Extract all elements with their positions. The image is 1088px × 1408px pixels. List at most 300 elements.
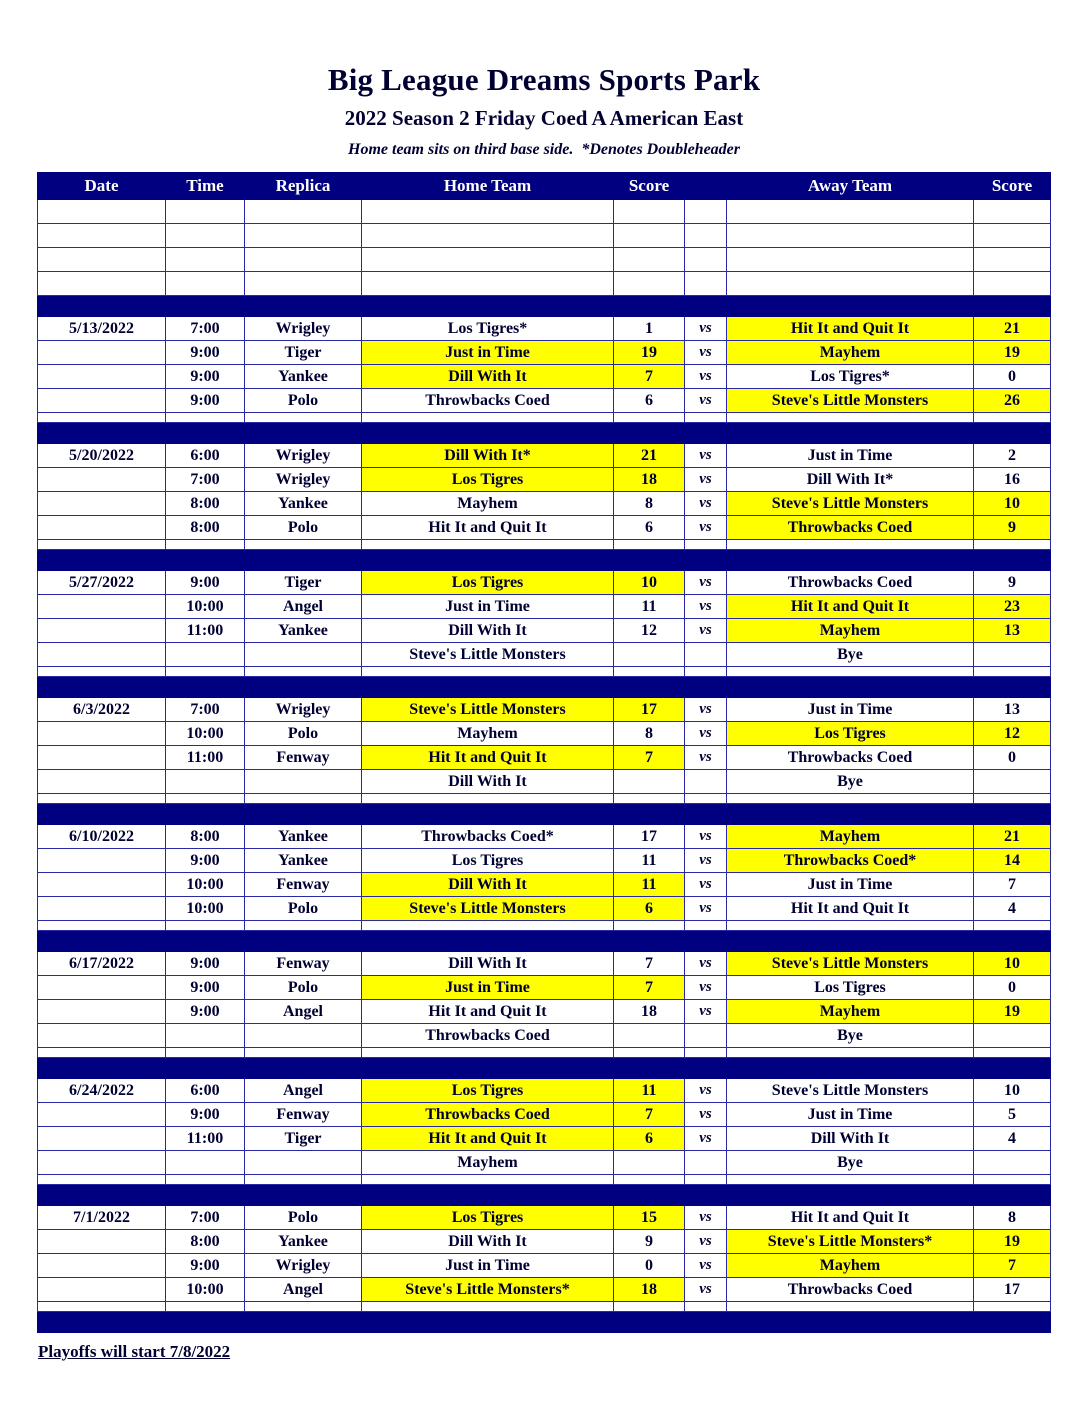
away-score-cell: 17 bbox=[974, 1278, 1051, 1302]
away-score-cell: 7 bbox=[974, 873, 1051, 897]
replica-cell: Yankee bbox=[245, 365, 362, 389]
spacer-row-cell bbox=[38, 1048, 166, 1058]
away-score-cell: 13 bbox=[974, 619, 1051, 643]
time-cell: 9:00 bbox=[166, 849, 245, 873]
away-team-cell: Steve's Little Monsters bbox=[727, 492, 974, 516]
home-team-cell: Los Tigres bbox=[362, 468, 614, 492]
week-separator-cell bbox=[38, 1058, 1051, 1079]
bye-row bbox=[38, 643, 1051, 667]
game-row bbox=[38, 1079, 1051, 1103]
replica-cell: Yankee bbox=[245, 1230, 362, 1254]
spacer-row-cell bbox=[685, 540, 727, 550]
empty-row-cell bbox=[614, 200, 685, 224]
time-cell: 8:00 bbox=[166, 516, 245, 540]
spacer-row-cell bbox=[614, 1048, 685, 1058]
date-cell: 6/10/2022 bbox=[38, 825, 166, 849]
empty-row-cell bbox=[614, 248, 685, 272]
home-score-cell: 8 bbox=[614, 722, 685, 746]
home-score-cell: 6 bbox=[614, 516, 685, 540]
empty-row-cell bbox=[685, 224, 727, 248]
spacer-row-cell bbox=[38, 413, 166, 423]
replica-cell: Angel bbox=[245, 1000, 362, 1024]
home-score-cell: 19 bbox=[614, 341, 685, 365]
game-row bbox=[38, 722, 1051, 746]
time-cell: 11:00 bbox=[166, 619, 245, 643]
empty-row bbox=[38, 200, 1051, 224]
vs-cell: vs bbox=[685, 1230, 727, 1254]
empty-row-cell bbox=[727, 224, 974, 248]
replica-cell: Angel bbox=[245, 1278, 362, 1302]
spacer-row-cell bbox=[727, 667, 974, 677]
spacer-row-cell bbox=[727, 794, 974, 804]
time-cell: 10:00 bbox=[166, 873, 245, 897]
schedule-table bbox=[37, 172, 1051, 1333]
vs-cell bbox=[685, 1151, 727, 1175]
home-team-cell: Los Tigres* bbox=[362, 317, 614, 341]
empty-row-cell bbox=[245, 224, 362, 248]
away-team-cell: Mayhem bbox=[727, 341, 974, 365]
spacer-row-cell bbox=[614, 667, 685, 677]
spacer-row-cell bbox=[245, 794, 362, 804]
spacer-row-cell bbox=[974, 794, 1051, 804]
home-team-cell: Hit It and Quit It bbox=[362, 1000, 614, 1024]
spacer-row-cell bbox=[245, 667, 362, 677]
spacer-row-cell bbox=[614, 794, 685, 804]
game-row bbox=[38, 317, 1051, 341]
week-separator-row bbox=[38, 550, 1051, 571]
replica-cell: Yankee bbox=[245, 492, 362, 516]
home-score-cell: 7 bbox=[614, 746, 685, 770]
date-cell bbox=[38, 1127, 166, 1151]
home-team-cell: Throwbacks Coed bbox=[362, 1103, 614, 1127]
vs-cell: vs bbox=[685, 1206, 727, 1230]
game-row bbox=[38, 698, 1051, 722]
spacer-row-cell bbox=[974, 413, 1051, 423]
away-score-cell bbox=[974, 1151, 1051, 1175]
game-row bbox=[38, 746, 1051, 770]
spacer-row-cell bbox=[166, 413, 245, 423]
replica-cell bbox=[245, 643, 362, 667]
empty-row-cell bbox=[166, 224, 245, 248]
spacer-row bbox=[38, 1048, 1051, 1058]
spacer-row-cell bbox=[245, 1302, 362, 1312]
replica-cell: Angel bbox=[245, 595, 362, 619]
away-team-cell: Los Tigres* bbox=[727, 365, 974, 389]
spacer-row-cell bbox=[38, 1175, 166, 1185]
spacer-row-cell bbox=[974, 921, 1051, 931]
empty-row-cell bbox=[362, 224, 614, 248]
spacer-row-cell bbox=[166, 1175, 245, 1185]
home-score-cell: 11 bbox=[614, 873, 685, 897]
replica-cell: Fenway bbox=[245, 1103, 362, 1127]
away-score-cell: 10 bbox=[974, 492, 1051, 516]
away-team-cell: Throwbacks Coed bbox=[727, 516, 974, 540]
game-row bbox=[38, 1103, 1051, 1127]
empty-row bbox=[38, 272, 1051, 296]
home-team-cell: Steve's Little Monsters bbox=[362, 897, 614, 921]
week-separator-cell bbox=[38, 677, 1051, 698]
game-row bbox=[38, 1127, 1051, 1151]
vs-cell: vs bbox=[685, 516, 727, 540]
empty-row-cell bbox=[685, 272, 727, 296]
bye-row bbox=[38, 1024, 1051, 1048]
empty-row-cell bbox=[166, 272, 245, 296]
date-cell bbox=[38, 849, 166, 873]
away-score-cell: 7 bbox=[974, 1254, 1051, 1278]
date-cell bbox=[38, 468, 166, 492]
home-score-cell: 0 bbox=[614, 1254, 685, 1278]
home-team-cell: Los Tigres bbox=[362, 571, 614, 595]
home-score-cell: 9 bbox=[614, 1230, 685, 1254]
spacer-row-cell bbox=[685, 1302, 727, 1312]
vs-cell: vs bbox=[685, 1127, 727, 1151]
away-score-cell: 14 bbox=[974, 849, 1051, 873]
empty-row-cell bbox=[727, 272, 974, 296]
vs-cell: vs bbox=[685, 595, 727, 619]
week-separator-row bbox=[38, 677, 1051, 698]
spacer-row-cell bbox=[166, 921, 245, 931]
away-score-cell: 9 bbox=[974, 571, 1051, 595]
home-team-cell: Just in Time bbox=[362, 976, 614, 1000]
replica-cell: Fenway bbox=[245, 873, 362, 897]
game-row bbox=[38, 571, 1051, 595]
vs-cell: vs bbox=[685, 389, 727, 413]
home-score-cell bbox=[614, 643, 685, 667]
away-team-cell: Hit It and Quit It bbox=[727, 897, 974, 921]
replica-cell: Polo bbox=[245, 389, 362, 413]
date-cell bbox=[38, 1230, 166, 1254]
week-separator-cell bbox=[38, 931, 1051, 952]
away-score-cell: 21 bbox=[974, 317, 1051, 341]
away-team-cell: Bye bbox=[727, 643, 974, 667]
empty-row-cell bbox=[38, 248, 166, 272]
time-cell: 8:00 bbox=[166, 492, 245, 516]
home-team-cell: Los Tigres bbox=[362, 1206, 614, 1230]
week-separator-row bbox=[38, 1312, 1051, 1333]
replica-cell bbox=[245, 1151, 362, 1175]
spacer-row-cell bbox=[614, 540, 685, 550]
date-cell: 6/17/2022 bbox=[38, 952, 166, 976]
game-row bbox=[38, 825, 1051, 849]
date-cell bbox=[38, 722, 166, 746]
spacer-row-cell bbox=[614, 921, 685, 931]
spacer-row-cell bbox=[362, 1048, 614, 1058]
date-cell bbox=[38, 897, 166, 921]
home-team-note: Home team sits on third base side. *Denotes Doubleheader bbox=[348, 141, 740, 158]
away-score-cell: 10 bbox=[974, 952, 1051, 976]
date-cell bbox=[38, 492, 166, 516]
empty-row-cell bbox=[614, 224, 685, 248]
away-score-cell: 16 bbox=[974, 468, 1051, 492]
home-team-cell: Mayhem bbox=[362, 722, 614, 746]
empty-row-cell bbox=[38, 272, 166, 296]
column-header-home-score: Score bbox=[614, 173, 685, 200]
away-score-cell bbox=[974, 1024, 1051, 1048]
time-cell: 9:00 bbox=[166, 1000, 245, 1024]
home-score-cell: 17 bbox=[614, 825, 685, 849]
replica-cell: Yankee bbox=[245, 849, 362, 873]
date-cell: 5/13/2022 bbox=[38, 317, 166, 341]
date-cell: 6/3/2022 bbox=[38, 698, 166, 722]
spacer-row bbox=[38, 413, 1051, 423]
spacer-row-cell bbox=[362, 794, 614, 804]
home-team-cell: Dill With It bbox=[362, 365, 614, 389]
time-cell: 10:00 bbox=[166, 595, 245, 619]
home-team-cell: Mayhem bbox=[362, 1151, 614, 1175]
spacer-row-cell bbox=[685, 1048, 727, 1058]
away-score-cell: 0 bbox=[974, 976, 1051, 1000]
time-cell bbox=[166, 1024, 245, 1048]
away-team-cell: Throwbacks Coed bbox=[727, 1278, 974, 1302]
empty-row-cell bbox=[685, 248, 727, 272]
vs-cell: vs bbox=[685, 1103, 727, 1127]
away-score-cell: 26 bbox=[974, 389, 1051, 413]
empty-row-cell bbox=[974, 200, 1051, 224]
spacer-row-cell bbox=[38, 667, 166, 677]
away-score-cell: 21 bbox=[974, 825, 1051, 849]
replica-cell: Tiger bbox=[245, 1127, 362, 1151]
spacer-row-cell bbox=[727, 540, 974, 550]
replica-cell: Fenway bbox=[245, 746, 362, 770]
empty-row-cell bbox=[974, 272, 1051, 296]
replica-cell: Polo bbox=[245, 897, 362, 921]
away-team-cell: Dill With It bbox=[727, 1127, 974, 1151]
time-cell: 9:00 bbox=[166, 1103, 245, 1127]
vs-cell bbox=[685, 1024, 727, 1048]
spacer-row bbox=[38, 794, 1051, 804]
vs-cell bbox=[685, 643, 727, 667]
week-separator-cell bbox=[38, 423, 1051, 444]
column-header-away-team: Away Team bbox=[727, 173, 974, 200]
time-cell bbox=[166, 770, 245, 794]
away-score-cell: 10 bbox=[974, 1079, 1051, 1103]
spacer-row-cell bbox=[38, 1302, 166, 1312]
column-header-home-team: Home Team bbox=[362, 173, 614, 200]
away-team-cell: Dill With It* bbox=[727, 468, 974, 492]
date-cell bbox=[38, 1024, 166, 1048]
replica-cell: Polo bbox=[245, 1206, 362, 1230]
time-cell: 6:00 bbox=[166, 1079, 245, 1103]
away-score-cell: 4 bbox=[974, 897, 1051, 921]
away-score-cell: 19 bbox=[974, 1000, 1051, 1024]
spacer-row-cell bbox=[38, 921, 166, 931]
vs-cell: vs bbox=[685, 976, 727, 1000]
page-title: Big League Dreams Sports Park bbox=[327, 62, 761, 97]
week-separator-row bbox=[38, 296, 1051, 317]
spacer-row-cell bbox=[727, 921, 974, 931]
vs-cell: vs bbox=[685, 849, 727, 873]
game-row bbox=[38, 492, 1051, 516]
replica-cell: Wrigley bbox=[245, 1254, 362, 1278]
away-score-cell: 19 bbox=[974, 341, 1051, 365]
date-cell bbox=[38, 389, 166, 413]
column-header-replica: Replica bbox=[245, 173, 362, 200]
vs-cell: vs bbox=[685, 1000, 727, 1024]
spacer-row-cell bbox=[362, 667, 614, 677]
empty-row-cell bbox=[245, 272, 362, 296]
away-team-cell: Just in Time bbox=[727, 873, 974, 897]
time-cell: 7:00 bbox=[166, 468, 245, 492]
away-score-cell: 4 bbox=[974, 1127, 1051, 1151]
replica-cell bbox=[245, 770, 362, 794]
time-cell: 10:00 bbox=[166, 722, 245, 746]
spacer-row-cell bbox=[974, 1175, 1051, 1185]
empty-row-cell bbox=[685, 200, 727, 224]
spacer-row-cell bbox=[166, 794, 245, 804]
spacer-row-cell bbox=[362, 413, 614, 423]
column-header-vs bbox=[685, 173, 727, 200]
replica-cell: Polo bbox=[245, 516, 362, 540]
vs-cell: vs bbox=[685, 365, 727, 389]
empty-row-cell bbox=[245, 248, 362, 272]
week-separator-row bbox=[38, 804, 1051, 825]
vs-cell: vs bbox=[685, 746, 727, 770]
week-separator-cell bbox=[38, 1185, 1051, 1206]
date-cell bbox=[38, 365, 166, 389]
spacer-row-cell bbox=[166, 540, 245, 550]
playoffs-note: Playoffs will start 7/8/2022 bbox=[38, 1342, 231, 1361]
spacer-row-cell bbox=[245, 1175, 362, 1185]
away-team-cell: Mayhem bbox=[727, 619, 974, 643]
away-score-cell: 5 bbox=[974, 1103, 1051, 1127]
away-team-cell: Bye bbox=[727, 1151, 974, 1175]
home-score-cell: 7 bbox=[614, 952, 685, 976]
time-cell: 6:00 bbox=[166, 444, 245, 468]
home-score-cell: 18 bbox=[614, 1000, 685, 1024]
home-team-cell: Mayhem bbox=[362, 492, 614, 516]
game-row bbox=[38, 365, 1051, 389]
game-row bbox=[38, 1254, 1051, 1278]
vs-cell: vs bbox=[685, 341, 727, 365]
away-score-cell: 13 bbox=[974, 698, 1051, 722]
game-row bbox=[38, 1230, 1051, 1254]
time-cell: 11:00 bbox=[166, 1127, 245, 1151]
week-separator-cell bbox=[38, 296, 1051, 317]
home-score-cell: 7 bbox=[614, 365, 685, 389]
page-subtitle: 2022 Season 2 Friday Coed A American East bbox=[344, 106, 744, 130]
home-team-cell: Throwbacks Coed bbox=[362, 1024, 614, 1048]
home-score-cell: 11 bbox=[614, 595, 685, 619]
spacer-row-cell bbox=[362, 540, 614, 550]
vs-cell: vs bbox=[685, 698, 727, 722]
home-team-cell: Hit It and Quit It bbox=[362, 516, 614, 540]
away-team-cell: Hit It and Quit It bbox=[727, 317, 974, 341]
time-cell bbox=[166, 643, 245, 667]
time-cell: 9:00 bbox=[166, 341, 245, 365]
away-team-cell: Bye bbox=[727, 770, 974, 794]
game-row bbox=[38, 619, 1051, 643]
time-cell: 11:00 bbox=[166, 746, 245, 770]
away-score-cell: 23 bbox=[974, 595, 1051, 619]
game-row bbox=[38, 1206, 1051, 1230]
time-cell: 9:00 bbox=[166, 976, 245, 1000]
spacer-row-cell bbox=[166, 667, 245, 677]
away-team-cell: Los Tigres bbox=[727, 722, 974, 746]
away-score-cell: 9 bbox=[974, 516, 1051, 540]
date-cell bbox=[38, 643, 166, 667]
spacer-row-cell bbox=[974, 667, 1051, 677]
replica-cell: Angel bbox=[245, 1079, 362, 1103]
empty-row-cell bbox=[245, 200, 362, 224]
home-team-cell: Dill With It bbox=[362, 952, 614, 976]
vs-cell: vs bbox=[685, 468, 727, 492]
home-score-cell: 11 bbox=[614, 849, 685, 873]
home-score-cell: 12 bbox=[614, 619, 685, 643]
home-team-cell: Dill With It bbox=[362, 1230, 614, 1254]
empty-row-cell bbox=[362, 200, 614, 224]
game-row bbox=[38, 389, 1051, 413]
vs-cell: vs bbox=[685, 897, 727, 921]
home-score-cell: 21 bbox=[614, 444, 685, 468]
date-cell bbox=[38, 1103, 166, 1127]
away-score-cell: 8 bbox=[974, 1206, 1051, 1230]
replica-cell bbox=[245, 1024, 362, 1048]
empty-row-cell bbox=[166, 248, 245, 272]
vs-cell: vs bbox=[685, 492, 727, 516]
spacer-row-cell bbox=[38, 794, 166, 804]
home-score-cell: 6 bbox=[614, 1127, 685, 1151]
game-row bbox=[38, 444, 1051, 468]
date-cell bbox=[38, 746, 166, 770]
spacer-row-cell bbox=[974, 540, 1051, 550]
home-score-cell: 1 bbox=[614, 317, 685, 341]
home-team-cell: Hit It and Quit It bbox=[362, 1127, 614, 1151]
home-team-cell: Just in Time bbox=[362, 595, 614, 619]
vs-cell: vs bbox=[685, 952, 727, 976]
date-cell: 5/20/2022 bbox=[38, 444, 166, 468]
home-team-cell: Throwbacks Coed bbox=[362, 389, 614, 413]
spacer-row-cell bbox=[727, 1302, 974, 1312]
vs-cell: vs bbox=[685, 722, 727, 746]
date-cell bbox=[38, 1151, 166, 1175]
vs-cell: vs bbox=[685, 1278, 727, 1302]
time-cell: 9:00 bbox=[166, 365, 245, 389]
spacer-row-cell bbox=[685, 1175, 727, 1185]
away-team-cell: Steve's Little Monsters bbox=[727, 1079, 974, 1103]
away-team-cell: Steve's Little Monsters bbox=[727, 389, 974, 413]
home-team-cell: Steve's Little Monsters bbox=[362, 698, 614, 722]
spacer-row-cell bbox=[685, 794, 727, 804]
home-score-cell: 18 bbox=[614, 1278, 685, 1302]
bye-row bbox=[38, 1151, 1051, 1175]
vs-cell: vs bbox=[685, 825, 727, 849]
away-score-cell bbox=[974, 770, 1051, 794]
away-team-cell: Just in Time bbox=[727, 698, 974, 722]
date-cell bbox=[38, 770, 166, 794]
vs-cell: vs bbox=[685, 1079, 727, 1103]
away-team-cell: Steve's Little Monsters bbox=[727, 952, 974, 976]
date-cell bbox=[38, 595, 166, 619]
spacer-row bbox=[38, 1175, 1051, 1185]
time-cell: 9:00 bbox=[166, 1254, 245, 1278]
spacer-row bbox=[38, 1302, 1051, 1312]
spacer-row-cell bbox=[974, 1302, 1051, 1312]
away-team-cell: Hit It and Quit It bbox=[727, 595, 974, 619]
home-team-cell: Steve's Little Monsters* bbox=[362, 1278, 614, 1302]
empty-row bbox=[38, 224, 1051, 248]
home-team-cell: Just in Time bbox=[362, 341, 614, 365]
column-header-date: Date bbox=[38, 173, 166, 200]
week-separator-row bbox=[38, 931, 1051, 952]
time-cell: 7:00 bbox=[166, 317, 245, 341]
date-cell bbox=[38, 976, 166, 1000]
vs-cell: vs bbox=[685, 619, 727, 643]
week-separator-cell bbox=[38, 550, 1051, 571]
replica-cell: Tiger bbox=[245, 341, 362, 365]
spacer-row-cell bbox=[974, 1048, 1051, 1058]
empty-row-cell bbox=[362, 248, 614, 272]
game-row bbox=[38, 849, 1051, 873]
